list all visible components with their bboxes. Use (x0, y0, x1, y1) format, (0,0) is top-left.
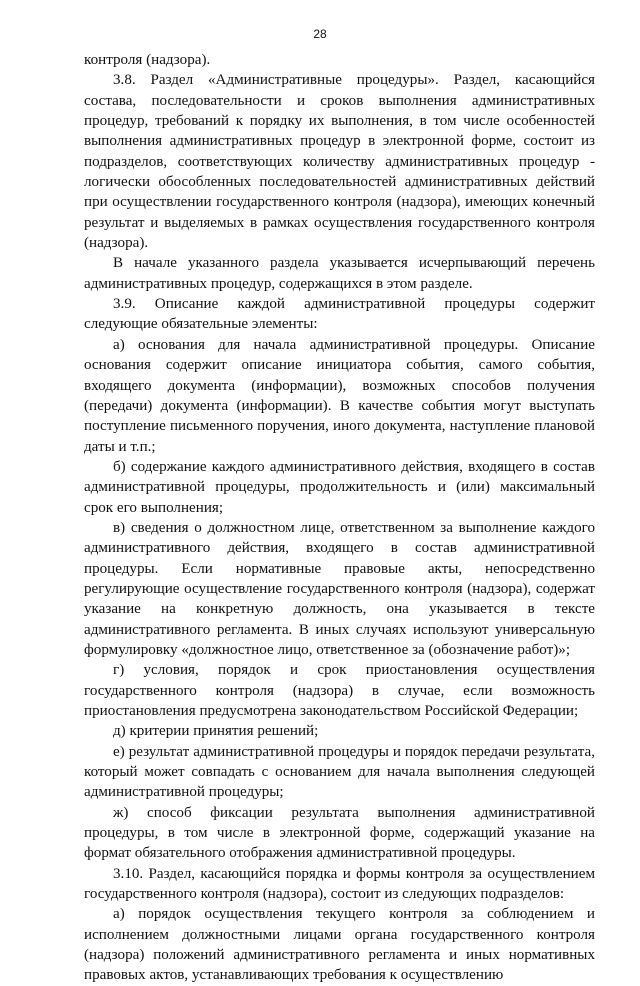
paragraph-item-e: е) результат административной процедуры и порядок передачи результата, который может совпадать с основанием для начала выполнения следующей административной процедуры; (84, 743, 595, 801)
paragraph-section-3-10: 3.10. Раздел, касающийся порядка и формы контроля за осуществлением государственного контроля (надзора), состоит из следующих подразделов: (84, 865, 595, 903)
document-body (84, 50, 595, 986)
paragraph-item-g: г) условия, порядок и срок приостановления осуществления государственного контроля (надзора) в случае, если возможность приостановления предусмотрена законодательством Российской Федерации; (84, 662, 595, 719)
paragraph-item-zh: ж) способ фиксации результата выполнения административной процедуры, в том числе в электронной форме, содержащий указание на формат обязательного отображения административной процедуры. (84, 804, 595, 862)
page-number: 28 (313, 27, 327, 41)
paragraph-item-d: д) критерии принятия решений; (113, 723, 319, 740)
paragraph-section-3-10-item-a: а) порядок осуществления текущего контроля за соблюдением и исполнением должностными лицами органа государственного контроля (надзора) положений административного регламента и иных нормативных правовых актов, устанавливающих требования к осуществлению (84, 906, 595, 984)
paragraph-section-3-8-list: В начале указанного раздела указывается исчерпывающий перечень административных процедур, содержащихся в этом разделе. (84, 255, 595, 292)
paragraph-item-b: б) содержание каждого административного действия, входящего в состав административной процедуры, продолжительность и (или) максимальный срок его выполнения; (84, 458, 595, 516)
paragraph-item-a: а) основания для начала административной процедуры. Описание основания содержит описание инициатора события, самого события, входящего документа (информации), возможных способов получения (передачи) документа (информации). В качестве события могут выступать поступление письменного поручения, иного документа, наступление плановой даты и т.п.; (84, 336, 595, 455)
paragraph-continuation: контроля (надзора). (84, 52, 211, 68)
paragraph-section-3-8: 3.8. Раздел «Административные процедуры». Раздел, касающийся состава, последовательности и сроков выполнения административных процедур, требований к порядку их выполнения, в том числе особенностей выполнения административных процедур в электронной форме, состоит из подразделов, соответствующих количеству административных процедур - логически обособленных последовательностей административных действий при осуществлении государственного контроля (надзора), имеющих конечный результат и выделяемых в рамках осуществления государственного контроля (надзора). (84, 72, 595, 252)
paragraph-item-v: в) сведения о должностном лице, ответственном за выполнение каждого административного действия, входящего в состав административной процедуры. Если нормативные правовые акты, непосредственно регулирующие осуществление государственного контроля (надзора), содержат указание на конкретную должность, она указывается в тексте административного регламента. В иных случаях используют универсальную формулировку «должностное лицо, ответственное за (обозначение работ)»; (84, 519, 595, 658)
paragraph-section-3-9: 3.9. Описание каждой административной процедуры содержит следующие обязательные элементы: (84, 296, 595, 333)
